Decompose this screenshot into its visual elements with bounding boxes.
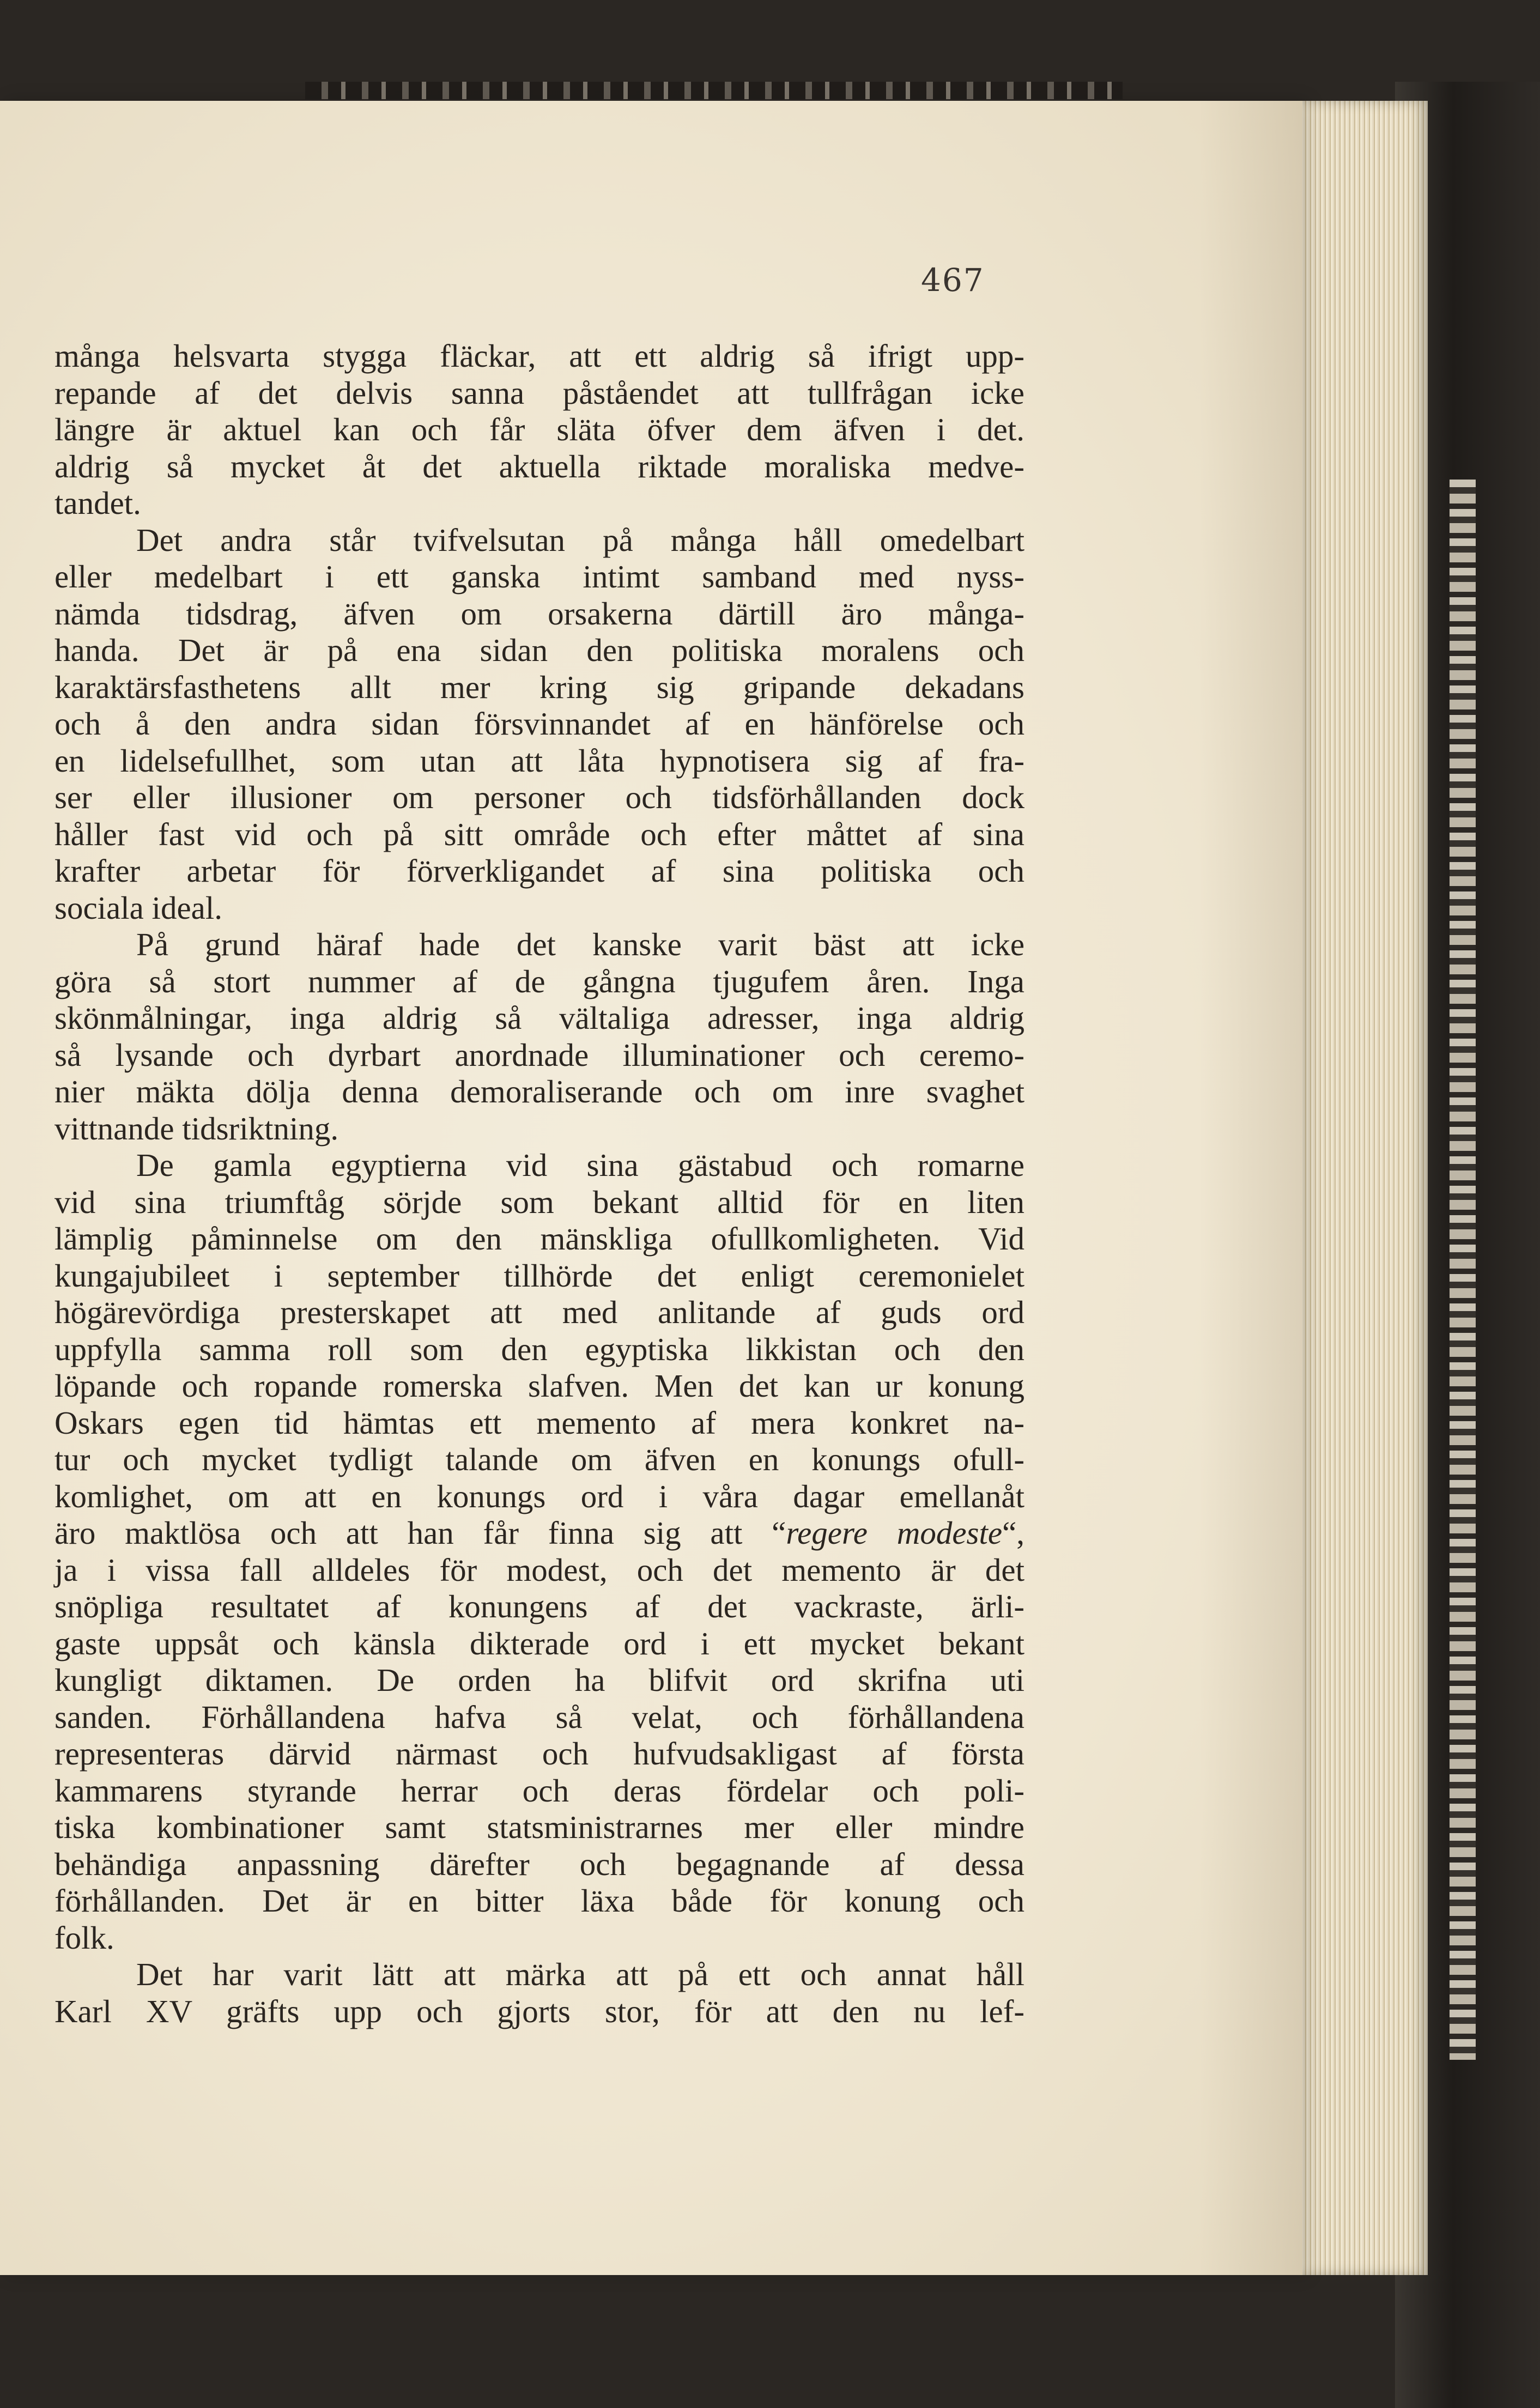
text-line: ser eller illusioner om personer och tidsförhållanden dock <box>54 779 1024 815</box>
text-line: På grund häraf hade det kanske varit bäst att icke <box>136 926 1024 962</box>
text-line: Oskars egen tid hämtas ett memento af mera konkret na- <box>54 1404 1024 1441</box>
text-line: komlighet, om att en konungs ord i våra dagar emellanåt <box>54 1478 1024 1514</box>
text-line: många helsvarta stygga fläckar, att ett aldrig så ifrigt upp- <box>54 338 1024 374</box>
text-line: nämda tidsdrag, äfven om orsakerna därtill äro många- <box>54 595 1024 632</box>
text-line: aldrig så mycket åt det aktuella riktade moraliska medve- <box>54 448 1024 484</box>
text-line: högärevördiga presterskapet att med anlitande af guds ord <box>54 1294 1024 1330</box>
text-line: uppfylla samma roll som den egyptiska likkistan och den <box>54 1331 1024 1367</box>
text-line: förhållanden. Det är en bitter läxa både för konung och <box>54 1883 1024 1919</box>
body-text <box>54 338 1024 2030</box>
text-line: snöpliga resultatet af konungens af det vackraste, ärli- <box>54 1588 1024 1624</box>
text-line: tur och mycket tydligt talande om äfven en konungs ofull- <box>54 1441 1024 1477</box>
text-line: äro maktlösa och att han får finna sig att “regere modeste“, <box>54 1515 1024 1551</box>
text-line: tandet. <box>54 485 141 521</box>
text-line: eller medelbart i ett ganska intimt samband med nyss- <box>54 559 1024 595</box>
top-binding-band <box>305 82 1123 99</box>
text-line: Karl XV gräfts upp och gjorts stor, för att den nu lef- <box>54 1993 1024 2029</box>
text-line: Det har varit lätt att märka att på ett och annat håll <box>136 1956 1024 1992</box>
text-line: Det andra står tvifvelsutan på många håll omedelbart <box>136 521 1024 558</box>
text-line: repande af det delvis sanna påståendet att tullfrågan icke <box>54 374 1024 411</box>
text-line: krafter arbetar för förverkligandet af sina politiska och <box>54 853 1024 889</box>
text-line: vid sina triumftåg sörjde som bekant alltid för en liten <box>54 1184 1024 1220</box>
book-spine-decoration <box>1450 480 1476 2060</box>
text-line: håller fast vid och på sitt område och efter måttet af sina <box>54 816 1024 852</box>
text-line: ja i vissa fall alldeles för modest, och det memento är det <box>54 1551 1024 1588</box>
text-line: göra så stort nummer af de gångna tjugufem åren. Inga <box>54 963 1024 999</box>
text-line: behändiga anpassning därefter och begagnande af dessa <box>54 1846 1024 1882</box>
text-line: kungajubileet i september tillhörde det enligt ceremonielet <box>54 1257 1024 1294</box>
text-line: folk. <box>54 1919 114 1956</box>
text-line: handa. Det är på ena sidan den politiska moralens och <box>54 632 1024 668</box>
text-line: gaste uppsåt och känsla dikterade ord i ett mycket bekant <box>54 1625 1024 1661</box>
text-line: sanden. Förhållandena hafva så velat, och förhållandena <box>54 1699 1024 1735</box>
text-line: lämplig påminnelse om den mänskliga ofullkomligheten. Vid <box>54 1221 1024 1257</box>
text-line: karaktärsfasthetens allt mer kring sig gripande dekadans <box>54 669 1024 705</box>
text-line: De gamla egyptierna vid sina gästabud och romarne <box>136 1147 1024 1183</box>
text-line: löpande och ropande romerska slafven. Men det kan ur konung <box>54 1368 1024 1404</box>
text-line: sociala ideal. <box>54 889 222 926</box>
text-line: nier mäkta dölja denna demoraliserande och om inre svaghet <box>54 1073 1024 1109</box>
text-line: längre är aktuel kan och får släta öfver dem äfven i det. <box>54 411 1024 447</box>
text-line: kammarens styrande herrar och deras fördelar och poli- <box>54 1772 1024 1809</box>
italic-quote: regere modeste <box>786 1515 1003 1551</box>
text-line: vittnande tidsriktning. <box>54 1110 339 1147</box>
text-line: kungligt diktamen. De orden ha blifvit ord skrifna uti <box>54 1662 1024 1698</box>
page-number: 467 <box>921 262 985 299</box>
text-line: och å den andra sidan försvinnandet af en hänförelse och <box>54 706 1024 742</box>
text-line: tiska kombinationer samt statsministrarnes mer eller mindre <box>54 1809 1024 1845</box>
text-line: så lysande och dyrbart anordnade illuminationer och ceremo- <box>54 1036 1024 1073</box>
page-gutter-shadow <box>1199 101 1302 2275</box>
text-line: representeras därvid närmast och hufvudsakligast af första <box>54 1736 1024 1772</box>
text-line: skönmålningar, inga aldrig så vältaliga adresser, inga aldrig <box>54 1000 1024 1036</box>
text-line: en lidelsefullhet, som utan att låta hypnotisera sig af fra- <box>54 742 1024 779</box>
